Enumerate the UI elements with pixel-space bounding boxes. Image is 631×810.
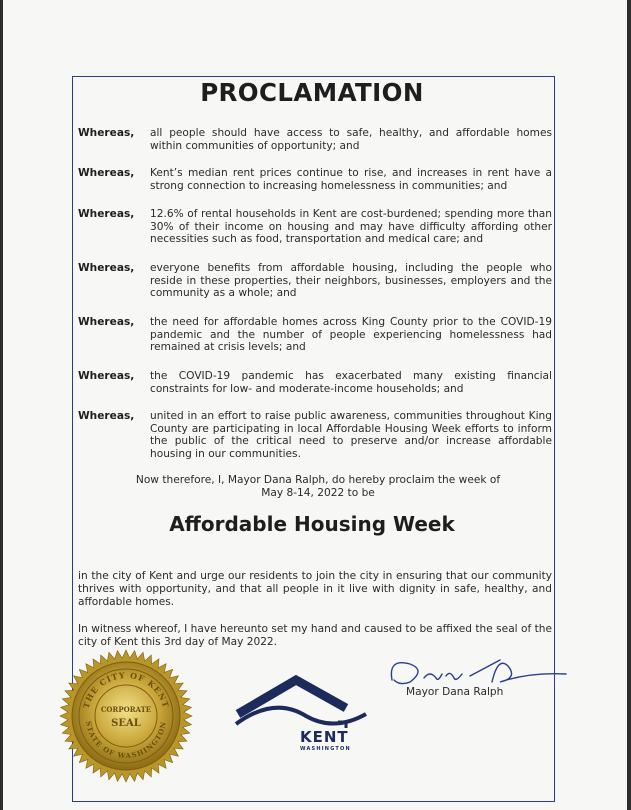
clause-lead: Whereas, — [78, 370, 135, 382]
logo-wordmark: KENT — [300, 728, 349, 746]
closing-paragraph: in the city of Kent and urge our residents to join the city in ensuring that our community thrives with opportunity, and that all people in it live with dignity in safe, healthy, and affordable homes. — [78, 570, 552, 608]
proclaim-line-2: May 8-14, 2022 to be — [261, 487, 375, 499]
clause-text: united in an effort to raise public awareness, communities throughout King County are participating in local Affordable Housing Week efforts to inform the public of the critical need to preserve and/or increase affordable housing in our communities. — [150, 410, 552, 460]
logo-subtitle: WASHINGTON — [300, 746, 351, 752]
clause-lead: Whereas, — [78, 127, 135, 139]
clause-text: everyone benefits from affordable housing, including the people who reside in these properties, their neighbors, businesses, employers and the community as a whole; and — [150, 262, 552, 299]
clause-lead: Whereas, — [78, 262, 135, 274]
whereas-clause-1 — [78, 127, 552, 152]
whereas-clause-7 — [78, 410, 552, 460]
seal-center-line-2: SEAL — [111, 718, 141, 729]
clause-lead: Whereas, — [78, 410, 135, 422]
proclamation-statement — [78, 474, 558, 500]
clause-text: 12.6% of rental households in Kent are cost-burdened; spending more than 30% of their income on housing and may have difficulty affording other necessities such as food, transportation and medical care; and — [150, 208, 552, 245]
whereas-clause-5 — [78, 316, 552, 354]
clause-lead: Whereas, — [78, 316, 135, 328]
document-title: PROCLAMATION — [200, 78, 424, 107]
seal-top-text: THE CITY OF KENT — [80, 669, 172, 710]
proclaimed-week-heading: Affordable Housing Week — [169, 512, 455, 536]
clause-lead: Whereas, — [78, 167, 135, 179]
whereas-clause-6 — [78, 370, 552, 395]
window-frame-right — [627, 0, 631, 810]
clause-text: Kent’s median rent prices continue to rise, and increases in rent have a strong connection to increasing homelessness in communities; and — [150, 167, 552, 192]
clause-text: the need for affordable homes across King County prior to the COVID-19 pandemic and the number of people experiencing homelessness had remained at crisis levels; and — [150, 316, 552, 353]
seal-center-line-1: CORPORATE — [100, 705, 152, 714]
signature-name: Mayor Dana Ralph — [406, 686, 504, 698]
seal-bottom-text: STATE OF WASHINGTON — [84, 720, 168, 761]
clause-text: the COVID-19 pandemic has exacerbated many existing financial constraints for low- and moderate-income households; and — [150, 370, 552, 395]
whereas-clause-2 — [78, 167, 552, 192]
clause-text: all people should have access to safe, healthy, and affordable homes within communities of opportunity; and — [150, 127, 552, 152]
whereas-clause-4 — [78, 262, 552, 300]
corporate-seal-icon — [58, 648, 194, 784]
whereas-clause-3 — [78, 208, 552, 246]
witness-paragraph: In witness whereof, I have hereunto set my hand and caused to be affixed the seal of the city of Kent this 3rd day of May 2022. — [78, 623, 552, 648]
clause-lead: Whereas, — [78, 208, 135, 220]
proclaim-line-1: Now therefore, I, Mayor Dana Ralph, do hereby proclaim the week of — [135, 474, 501, 486]
